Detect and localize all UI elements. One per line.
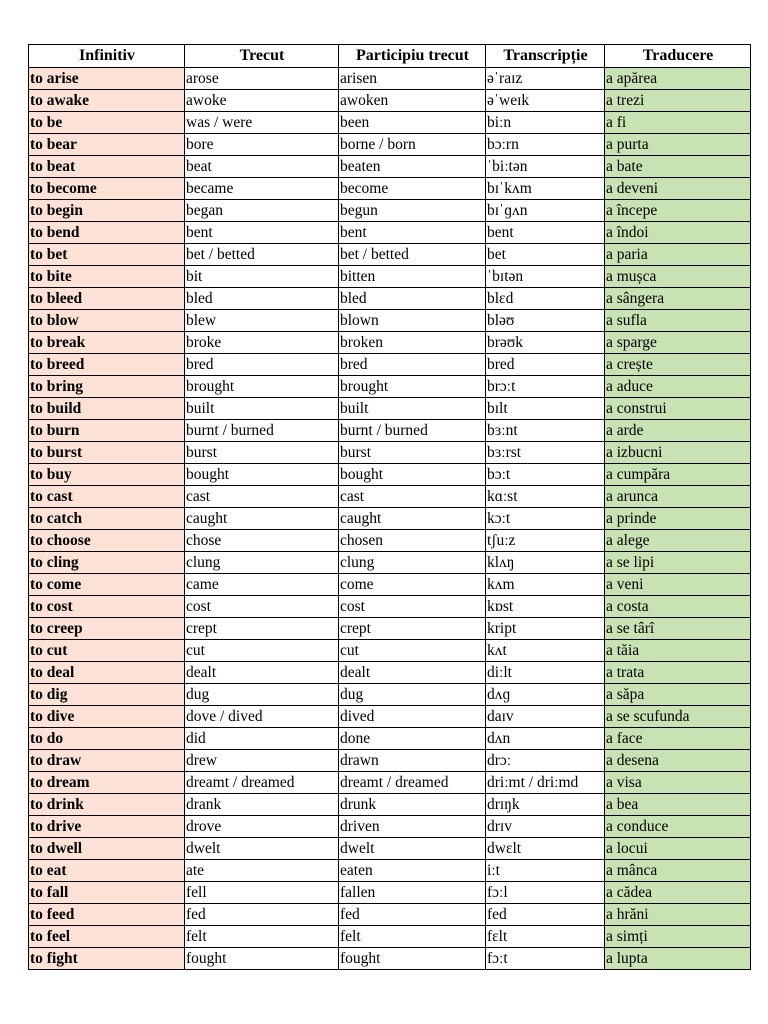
infinitive-cell: to dig: [29, 684, 185, 706]
past-participle-cell: dreamt / dreamed: [339, 772, 486, 794]
translation-cell: a aduce: [605, 376, 751, 398]
transcription-cell: biːn: [486, 112, 605, 134]
transcription-cell: bləʊ: [486, 310, 605, 332]
past-cell: bred: [185, 354, 339, 376]
past-cell: bet / betted: [185, 244, 339, 266]
past-participle-cell: built: [339, 398, 486, 420]
transcription-cell: brɔːt: [486, 376, 605, 398]
infinitive-cell: to feed: [29, 904, 185, 926]
past-cell: bore: [185, 134, 339, 156]
table-row: [29, 68, 751, 90]
past-participle-cell: bitten: [339, 266, 486, 288]
header-translation: Traducere: [605, 45, 751, 68]
infinitive-cell: to dwell: [29, 838, 185, 860]
transcription-cell: kʌt: [486, 640, 605, 662]
transcription-cell: dʌɡ: [486, 684, 605, 706]
table-row: [29, 882, 751, 904]
infinitive-cell: to cling: [29, 552, 185, 574]
translation-cell: a purta: [605, 134, 751, 156]
translation-cell: a apărea: [605, 68, 751, 90]
transcription-cell: ˈbɪtən: [486, 266, 605, 288]
translation-cell: a începe: [605, 200, 751, 222]
infinitive-cell: to drive: [29, 816, 185, 838]
translation-cell: a trezi: [605, 90, 751, 112]
transcription-cell: fed: [486, 904, 605, 926]
past-participle-cell: fought: [339, 948, 486, 970]
infinitive-cell: to creep: [29, 618, 185, 640]
table-row: [29, 134, 751, 156]
table-row: [29, 354, 751, 376]
past-cell: dove / dived: [185, 706, 339, 728]
infinitive-cell: to drink: [29, 794, 185, 816]
translation-cell: a se lipi: [605, 552, 751, 574]
translation-cell: a bate: [605, 156, 751, 178]
past-cell: beat: [185, 156, 339, 178]
past-participle-cell: drunk: [339, 794, 486, 816]
past-participle-cell: dived: [339, 706, 486, 728]
past-participle-cell: arisen: [339, 68, 486, 90]
transcription-cell: kɒst: [486, 596, 605, 618]
infinitive-cell: to fight: [29, 948, 185, 970]
infinitive-cell: to dream: [29, 772, 185, 794]
infinitive-cell: to catch: [29, 508, 185, 530]
infinitive-cell: to eat: [29, 860, 185, 882]
past-participle-cell: bred: [339, 354, 486, 376]
translation-cell: a hrăni: [605, 904, 751, 926]
past-cell: awoke: [185, 90, 339, 112]
translation-cell: a cumpăra: [605, 464, 751, 486]
table-row: [29, 904, 751, 926]
past-cell: did: [185, 728, 339, 750]
past-cell: arose: [185, 68, 339, 90]
table-row: [29, 728, 751, 750]
past-cell: burst: [185, 442, 339, 464]
infinitive-cell: to begin: [29, 200, 185, 222]
past-cell: felt: [185, 926, 339, 948]
irregular-verbs-table: [28, 44, 751, 970]
past-participle-cell: eaten: [339, 860, 486, 882]
past-cell: bled: [185, 288, 339, 310]
translation-cell: a tăia: [605, 640, 751, 662]
translation-cell: a sângera: [605, 288, 751, 310]
past-participle-cell: dealt: [339, 662, 486, 684]
table-row: [29, 552, 751, 574]
past-cell: cast: [185, 486, 339, 508]
past-participle-cell: been: [339, 112, 486, 134]
transcription-cell: bɪˈkʌm: [486, 178, 605, 200]
translation-cell: a prinde: [605, 508, 751, 530]
past-participle-cell: become: [339, 178, 486, 200]
past-participle-cell: fallen: [339, 882, 486, 904]
transcription-cell: drɪv: [486, 816, 605, 838]
past-cell: fought: [185, 948, 339, 970]
table-row: [29, 706, 751, 728]
table-row: [29, 244, 751, 266]
transcription-cell: blɛd: [486, 288, 605, 310]
infinitive-cell: to bet: [29, 244, 185, 266]
past-participle-cell: crept: [339, 618, 486, 640]
past-cell: drew: [185, 750, 339, 772]
past-participle-cell: bent: [339, 222, 486, 244]
past-participle-cell: chosen: [339, 530, 486, 552]
translation-cell: a fi: [605, 112, 751, 134]
past-cell: cut: [185, 640, 339, 662]
table-row: [29, 926, 751, 948]
translation-cell: a conduce: [605, 816, 751, 838]
infinitive-cell: to bleed: [29, 288, 185, 310]
past-cell: dreamt / dreamed: [185, 772, 339, 794]
table-body: [29, 68, 751, 970]
table-row: [29, 750, 751, 772]
past-participle-cell: bled: [339, 288, 486, 310]
transcription-cell: bent: [486, 222, 605, 244]
infinitive-cell: to cost: [29, 596, 185, 618]
table-row: [29, 310, 751, 332]
infinitive-cell: to choose: [29, 530, 185, 552]
table-row: [29, 178, 751, 200]
infinitive-cell: to deal: [29, 662, 185, 684]
past-participle-cell: drawn: [339, 750, 486, 772]
table-row: [29, 90, 751, 112]
translation-cell: a visa: [605, 772, 751, 794]
table-row: [29, 596, 751, 618]
past-participle-cell: begun: [339, 200, 486, 222]
past-cell: dealt: [185, 662, 339, 684]
past-cell: clung: [185, 552, 339, 574]
table-row: [29, 464, 751, 486]
table-row: [29, 640, 751, 662]
table-row: [29, 420, 751, 442]
table-row: [29, 838, 751, 860]
table-row: [29, 684, 751, 706]
infinitive-cell: to build: [29, 398, 185, 420]
translation-cell: a trata: [605, 662, 751, 684]
transcription-cell: kɑːst: [486, 486, 605, 508]
translation-cell: a se târî: [605, 618, 751, 640]
translation-cell: a locui: [605, 838, 751, 860]
table-row: [29, 266, 751, 288]
infinitive-cell: to burst: [29, 442, 185, 464]
infinitive-cell: to buy: [29, 464, 185, 486]
transcription-cell: klʌŋ: [486, 552, 605, 574]
past-cell: brought: [185, 376, 339, 398]
translation-cell: a paria: [605, 244, 751, 266]
translation-cell: a săpa: [605, 684, 751, 706]
past-participle-cell: brought: [339, 376, 486, 398]
transcription-cell: bɔːrn: [486, 134, 605, 156]
past-cell: blew: [185, 310, 339, 332]
table-row: [29, 530, 751, 552]
infinitive-cell: to cut: [29, 640, 185, 662]
past-cell: drove: [185, 816, 339, 838]
past-cell: was / were: [185, 112, 339, 134]
past-participle-cell: awoken: [339, 90, 486, 112]
past-participle-cell: burst: [339, 442, 486, 464]
past-cell: became: [185, 178, 339, 200]
infinitive-cell: to do: [29, 728, 185, 750]
transcription-cell: bɪˈɡʌn: [486, 200, 605, 222]
transcription-cell: kɔːt: [486, 508, 605, 530]
table-row: [29, 618, 751, 640]
past-cell: cost: [185, 596, 339, 618]
translation-cell: a costa: [605, 596, 751, 618]
translation-cell: a alege: [605, 530, 751, 552]
transcription-cell: tʃuːz: [486, 530, 605, 552]
transcription-cell: bet: [486, 244, 605, 266]
table-header: [29, 45, 751, 68]
transcription-cell: ˈbiːtən: [486, 156, 605, 178]
transcription-cell: driːmt / driːmd: [486, 772, 605, 794]
past-participle-cell: dwelt: [339, 838, 486, 860]
infinitive-cell: to bring: [29, 376, 185, 398]
past-participle-cell: bought: [339, 464, 486, 486]
infinitive-cell: to break: [29, 332, 185, 354]
transcription-cell: brəʊk: [486, 332, 605, 354]
past-cell: caught: [185, 508, 339, 530]
table-row: [29, 222, 751, 244]
infinitive-cell: to bend: [29, 222, 185, 244]
transcription-cell: drɪŋk: [486, 794, 605, 816]
past-cell: bent: [185, 222, 339, 244]
infinitive-cell: to cast: [29, 486, 185, 508]
past-participle-cell: cut: [339, 640, 486, 662]
past-cell: chose: [185, 530, 339, 552]
past-participle-cell: bet / betted: [339, 244, 486, 266]
translation-cell: a mânca: [605, 860, 751, 882]
transcription-cell: dʌn: [486, 728, 605, 750]
translation-cell: a lupta: [605, 948, 751, 970]
past-cell: ate: [185, 860, 339, 882]
transcription-cell: diːlt: [486, 662, 605, 684]
past-participle-cell: burnt / burned: [339, 420, 486, 442]
past-participle-cell: come: [339, 574, 486, 596]
table-row: [29, 508, 751, 530]
translation-cell: a crește: [605, 354, 751, 376]
past-cell: began: [185, 200, 339, 222]
header-infinitive: Infinitiv: [29, 45, 185, 68]
table-row: [29, 816, 751, 838]
past-cell: dug: [185, 684, 339, 706]
table-row: [29, 112, 751, 134]
translation-cell: a îndoi: [605, 222, 751, 244]
transcription-cell: kʌm: [486, 574, 605, 596]
translation-cell: a sufla: [605, 310, 751, 332]
infinitive-cell: to arise: [29, 68, 185, 90]
translation-cell: a cădea: [605, 882, 751, 904]
transcription-cell: əˈweɪk: [486, 90, 605, 112]
translation-cell: a arunca: [605, 486, 751, 508]
past-participle-cell: done: [339, 728, 486, 750]
infinitive-cell: to blow: [29, 310, 185, 332]
infinitive-cell: to become: [29, 178, 185, 200]
table-row: [29, 772, 751, 794]
table-row: [29, 794, 751, 816]
infinitive-cell: to bite: [29, 266, 185, 288]
infinitive-cell: to be: [29, 112, 185, 134]
past-participle-cell: beaten: [339, 156, 486, 178]
infinitive-cell: to awake: [29, 90, 185, 112]
translation-cell: a construi: [605, 398, 751, 420]
table-row: [29, 486, 751, 508]
past-participle-cell: fed: [339, 904, 486, 926]
infinitive-cell: to burn: [29, 420, 185, 442]
past-cell: bit: [185, 266, 339, 288]
header-transcription: Transcripție: [486, 45, 605, 68]
infinitive-cell: to draw: [29, 750, 185, 772]
table-row: [29, 574, 751, 596]
translation-cell: a bea: [605, 794, 751, 816]
transcription-cell: kript: [486, 618, 605, 640]
transcription-cell: iːt: [486, 860, 605, 882]
transcription-cell: fɛlt: [486, 926, 605, 948]
infinitive-cell: to bear: [29, 134, 185, 156]
translation-cell: a izbucni: [605, 442, 751, 464]
header-past-participle: Participiu trecut: [339, 45, 486, 68]
table-row: [29, 376, 751, 398]
transcription-cell: dwɛlt: [486, 838, 605, 860]
transcription-cell: əˈraɪz: [486, 68, 605, 90]
past-cell: fell: [185, 882, 339, 904]
translation-cell: a se scufunda: [605, 706, 751, 728]
transcription-cell: bɪlt: [486, 398, 605, 420]
past-participle-cell: caught: [339, 508, 486, 530]
past-participle-cell: broken: [339, 332, 486, 354]
past-participle-cell: cast: [339, 486, 486, 508]
past-cell: crept: [185, 618, 339, 640]
translation-cell: a deveni: [605, 178, 751, 200]
past-participle-cell: cost: [339, 596, 486, 618]
table-row: [29, 442, 751, 464]
transcription-cell: bɜːnt: [486, 420, 605, 442]
table-row: [29, 948, 751, 970]
infinitive-cell: to come: [29, 574, 185, 596]
past-cell: drank: [185, 794, 339, 816]
infinitive-cell: to feel: [29, 926, 185, 948]
header-past: Trecut: [185, 45, 339, 68]
transcription-cell: fɔːl: [486, 882, 605, 904]
past-participle-cell: clung: [339, 552, 486, 574]
translation-cell: a arde: [605, 420, 751, 442]
past-participle-cell: borne / born: [339, 134, 486, 156]
table-row: [29, 398, 751, 420]
transcription-cell: bred: [486, 354, 605, 376]
transcription-cell: daɪv: [486, 706, 605, 728]
transcription-cell: bɜːrst: [486, 442, 605, 464]
past-cell: burnt / burned: [185, 420, 339, 442]
past-participle-cell: felt: [339, 926, 486, 948]
past-cell: built: [185, 398, 339, 420]
table-row: [29, 288, 751, 310]
past-participle-cell: dug: [339, 684, 486, 706]
past-cell: dwelt: [185, 838, 339, 860]
past-cell: bought: [185, 464, 339, 486]
table-row: [29, 662, 751, 684]
past-cell: fed: [185, 904, 339, 926]
transcription-cell: drɔː: [486, 750, 605, 772]
transcription-cell: fɔːt: [486, 948, 605, 970]
table-row: [29, 332, 751, 354]
table-row: [29, 860, 751, 882]
table-row: [29, 200, 751, 222]
translation-cell: a sparge: [605, 332, 751, 354]
past-participle-cell: driven: [339, 816, 486, 838]
translation-cell: a mușca: [605, 266, 751, 288]
past-participle-cell: blown: [339, 310, 486, 332]
past-cell: came: [185, 574, 339, 596]
header-row: [29, 45, 751, 68]
infinitive-cell: to breed: [29, 354, 185, 376]
infinitive-cell: to beat: [29, 156, 185, 178]
translation-cell: a desena: [605, 750, 751, 772]
transcription-cell: bɔːt: [486, 464, 605, 486]
past-cell: broke: [185, 332, 339, 354]
infinitive-cell: to fall: [29, 882, 185, 904]
table-row: [29, 156, 751, 178]
translation-cell: a simți: [605, 926, 751, 948]
infinitive-cell: to dive: [29, 706, 185, 728]
translation-cell: a veni: [605, 574, 751, 596]
translation-cell: a face: [605, 728, 751, 750]
